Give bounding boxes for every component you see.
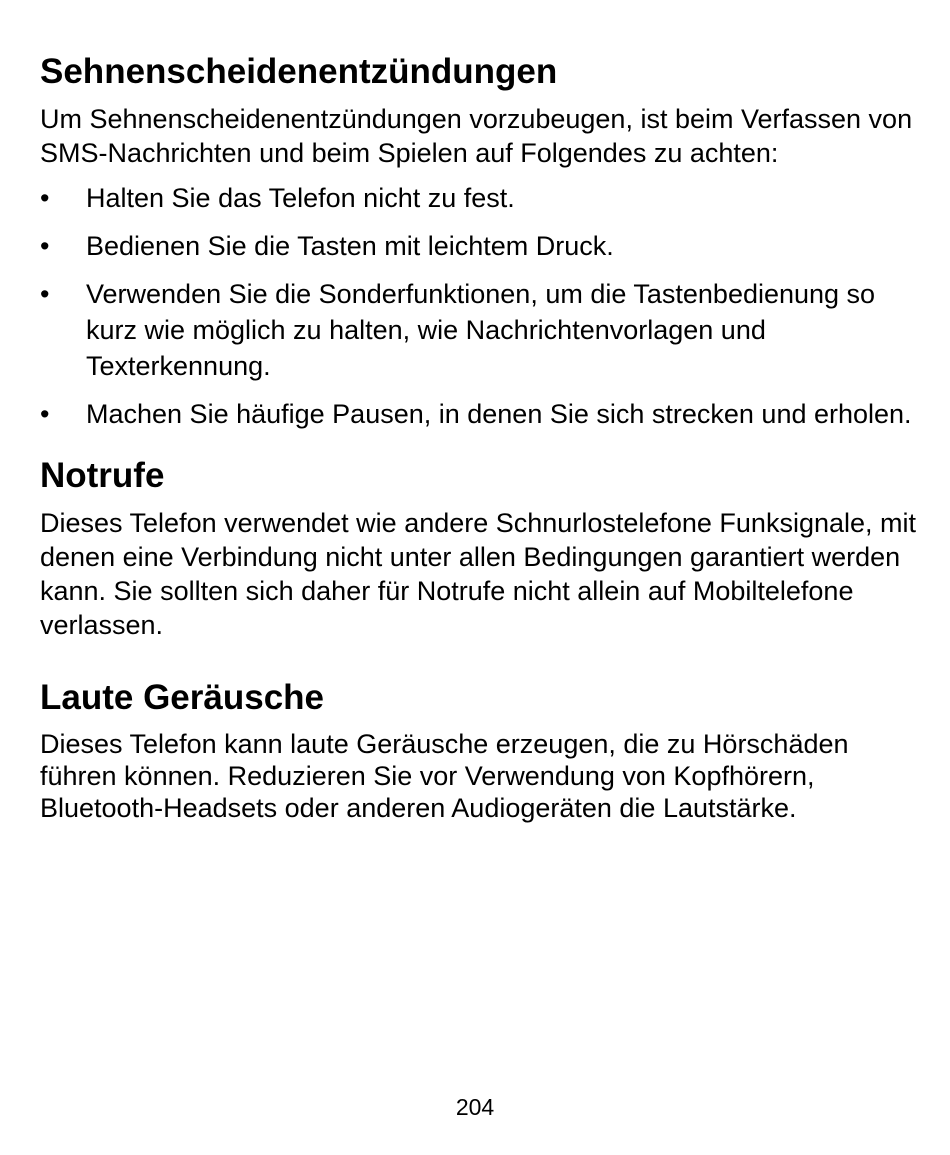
list-item-text: Machen Sie häufige Pausen, in denen Sie sich strecken und erholen. xyxy=(86,399,912,429)
section-heading: Laute Geräusche xyxy=(40,678,324,717)
list-item xyxy=(40,276,920,384)
bullet-icon: • xyxy=(40,183,50,213)
section-loud-noises xyxy=(40,676,920,824)
page-number: 204 xyxy=(455,1094,495,1120)
bullet-list xyxy=(40,180,920,432)
section-paragraph: Dieses Telefon verwendet wie andere Schnurlostelefone Funksignale, mit denen eine Verbindung nicht unter allen Bedingungen garantiert werden kann. Sie sollten sich daher für Notrufe nicht allein auf Mobiltelefone verlassen. xyxy=(40,508,916,640)
bullet-icon: • xyxy=(40,279,50,309)
list-item-text: Verwenden Sie die Sonderfunktionen, um die Tastenbedienung so kurz wie möglich zu halten, wie Nachrichtenvorlagen und Texterkennung. xyxy=(86,279,876,381)
list-item xyxy=(40,396,920,432)
section-emergency-calls xyxy=(40,454,920,642)
list-item-text: Bedienen Sie die Tasten mit leichtem Druck. xyxy=(86,231,614,261)
bullet-icon: • xyxy=(40,399,50,429)
document-page xyxy=(40,50,920,834)
bullet-icon: • xyxy=(40,231,50,261)
section-heading: Notrufe xyxy=(40,456,165,495)
list-item xyxy=(40,228,920,264)
section-heading: Sehnenscheidenentzündungen xyxy=(40,52,558,91)
section-tendinitis xyxy=(40,50,920,432)
section-paragraph: Dieses Telefon kann laute Geräusche erzeugen, die zu Hörschäden führen können. Reduzieren Sie vor Verwendung von Kopfhörern, Bluetooth-Headsets oder anderen Audiogeräten die Lautstärke. xyxy=(40,729,849,823)
list-item xyxy=(40,180,920,216)
section-paragraph: Um Sehnenscheidenentzündungen vorzubeugen, ist beim Verfassen von SMS-Nachrichten und beim Spielen auf Folgendes zu achten: xyxy=(40,104,913,168)
list-item-text: Halten Sie das Telefon nicht zu fest. xyxy=(86,183,515,213)
